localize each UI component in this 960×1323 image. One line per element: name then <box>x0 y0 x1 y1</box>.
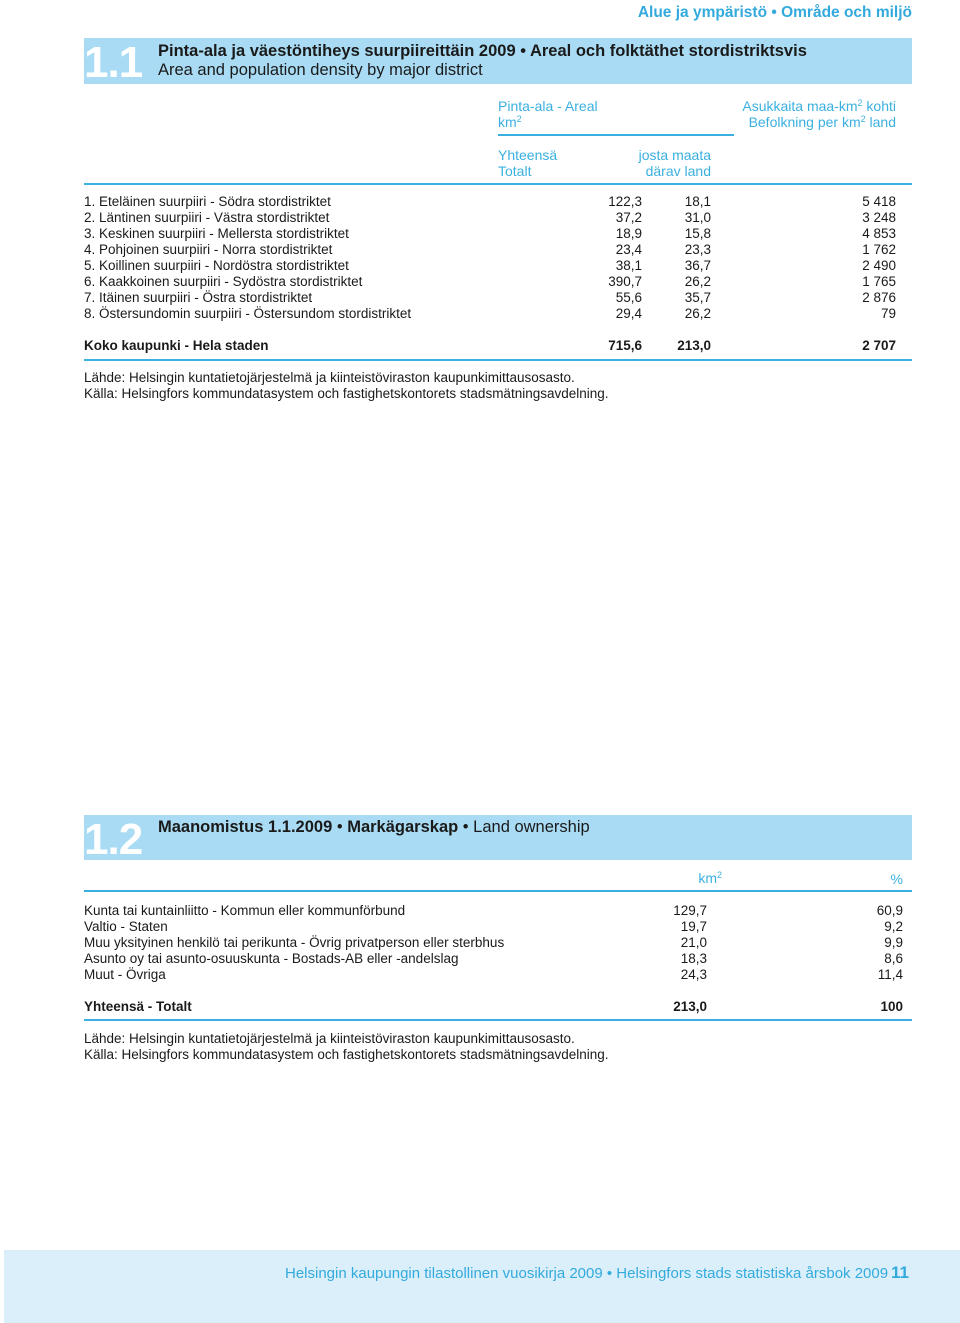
row-label: Muu yksityinen henkilö tai perikunta - Övrig privatperson eller sterbhus <box>84 935 505 950</box>
table-row <box>84 290 912 306</box>
table1-header-rule <box>84 183 912 185</box>
table2-bottom-rule <box>84 1019 912 1021</box>
row-label: Muut - Övriga <box>84 967 166 982</box>
row-land: 15,8 <box>684 226 711 241</box>
row-land: 23,3 <box>684 242 711 257</box>
table2-number: 1.2 <box>84 815 143 864</box>
table1-source-sv: Källa: Helsingfors kommundatasystem och fastighetskontorets stadsmätningsavdelning. <box>84 386 609 401</box>
row-km2: 18,3 <box>680 951 707 966</box>
row-density: 1 765 <box>862 274 896 289</box>
row-label: Asunto oy tai asunto-osuuskunta - Bostads-AB eller -andelslag <box>84 951 459 966</box>
row-km2: 129,7 <box>673 903 707 918</box>
row-label: 3. Keskinen suurpiiri - Mellersta stordistriktet <box>84 226 349 241</box>
row-land: 35,7 <box>684 290 711 305</box>
table-row <box>84 242 912 258</box>
total-land: 213,0 <box>677 338 711 353</box>
area-header-rule <box>498 134 734 136</box>
table-row <box>84 951 912 967</box>
table-row <box>84 210 912 226</box>
col-total-sv: Totalt <box>498 163 532 179</box>
col-density-label-sv: Befolkning per $km^2$ land <box>748 114 896 130</box>
table-row <box>84 258 912 274</box>
row-label: 5. Koillinen suurpiiri - Nordöstra stordistriktet <box>84 258 349 273</box>
table1-bottom-rule <box>84 359 912 361</box>
row-km2: 19,7 <box>680 919 707 934</box>
page-number: 11 <box>891 1263 909 1282</box>
table-row <box>84 919 912 935</box>
row-label: Valtio - Staten <box>84 919 168 934</box>
row-land: 36,7 <box>684 258 711 273</box>
col-land-sv: därav land <box>645 163 711 179</box>
row-pct: 9,2 <box>884 919 903 934</box>
row-km2: 21,0 <box>680 935 707 950</box>
col-total-fi: Yhteensä <box>498 147 558 163</box>
table-row <box>84 306 912 322</box>
total-density: 2 707 <box>862 338 896 353</box>
row-label: 7. Itäinen suurpiiri - Östra stordistriktet <box>84 290 313 305</box>
table-row <box>84 903 912 919</box>
row-total: 29,4 <box>615 306 642 321</box>
row-density: 5 418 <box>862 194 896 209</box>
col-area-label: Pinta-ala - Areal <box>498 98 598 114</box>
row-label: 6. Kaakkoinen suurpiiri - Sydöstra stordistriktet <box>84 274 363 289</box>
table2-source-fi: Lähde: Helsingin kuntatietojärjestelmä ja kiinteistöviraston kaupunkimittausosasto. <box>84 1031 575 1046</box>
row-pct: 9,9 <box>884 935 903 950</box>
row-total: 122,3 <box>608 194 642 209</box>
row-land: 31,0 <box>684 210 711 225</box>
table1-number: 1.1 <box>84 38 143 87</box>
table-row <box>84 274 912 290</box>
row-density: 4 853 <box>862 226 896 241</box>
table2-total-row <box>84 999 912 1015</box>
table-row <box>84 967 912 983</box>
row-pct: 60,9 <box>876 903 903 918</box>
col-land-fi: josta maata <box>638 147 711 163</box>
table2-source-sv: Källa: Helsingfors kommundatasystem och fastighetskontorets stadsmätningsavdelning. <box>84 1047 609 1062</box>
row-pct: 11,4 <box>877 967 903 982</box>
table1-title: Pinta-ala ja väestöntiheys suurpiireittäin 2009 • Areal och folktäthet stordistriktsvis <box>158 42 807 60</box>
table2-title: Maanomistus 1.1.2009 • Markägarskap • Land ownership <box>158 818 590 836</box>
table1-total-row <box>84 338 912 354</box>
row-density: 1 762 <box>862 242 896 257</box>
row-density: 3 248 <box>862 210 896 225</box>
col-km2: $km^2$ <box>698 870 722 886</box>
row-pct: 8,6 <box>884 951 903 966</box>
table-row <box>84 194 912 210</box>
row-land: 26,2 <box>684 306 711 321</box>
row-density: 2 490 <box>862 258 896 273</box>
row-label: 8. Östersundomin suurpiiri - Östersundom stordistriktet <box>84 306 412 321</box>
row-total: 55,6 <box>615 290 642 305</box>
row-total: 23,4 <box>615 242 642 257</box>
footer-text: Helsingin kaupungin tilastollinen vuosikirja 2009 • Helsingfors stads statistiska årsbok 2009 <box>285 1265 889 1282</box>
total-label: Koko kaupunki - Hela staden <box>84 338 269 353</box>
row-land: 26,2 <box>684 274 711 289</box>
footer-bar <box>4 1250 960 1323</box>
total-km2: 213,0 <box>673 999 707 1014</box>
col-density-label: Asukkaita maa-$km^2$ kohti <box>742 98 896 114</box>
row-label: 1. Eteläinen suurpiiri - Södra stordistriktet <box>84 194 331 209</box>
row-density: 79 <box>880 306 896 321</box>
row-land: 18,1 <box>684 194 711 209</box>
table-row <box>84 226 912 242</box>
table1-subtitle: Area and population density by major district <box>158 61 483 79</box>
total-label: Yhteensä - Totalt <box>84 999 192 1014</box>
row-total: 37,2 <box>615 210 642 225</box>
row-total: 18,9 <box>615 226 642 241</box>
section-header: Alue ja ympäristö • Område och miljö <box>637 4 912 21</box>
row-total: 390,7 <box>608 274 642 289</box>
table-row <box>84 935 912 951</box>
row-density: 2 876 <box>862 290 896 305</box>
total-pct: 100 <box>880 999 903 1014</box>
table1-source-fi: Lähde: Helsingin kuntatietojärjestelmä ja kiinteistöviraston kaupunkimittausosasto. <box>84 370 575 385</box>
col-pct: % <box>890 871 903 887</box>
row-label: Kunta tai kuntainliitto - Kommun eller kommunförbund <box>84 903 406 918</box>
total-area: 715,6 <box>608 338 642 353</box>
col-area-unit: $km^2$ <box>498 114 522 130</box>
row-km2: 24,3 <box>680 967 707 982</box>
row-label: 4. Pohjoinen suurpiiri - Norra stordistriktet <box>84 242 333 257</box>
row-total: 38,1 <box>615 258 642 273</box>
table2-header-rule <box>84 890 912 892</box>
row-label: 2. Läntinen suurpiiri - Västra stordistriktet <box>84 210 330 225</box>
